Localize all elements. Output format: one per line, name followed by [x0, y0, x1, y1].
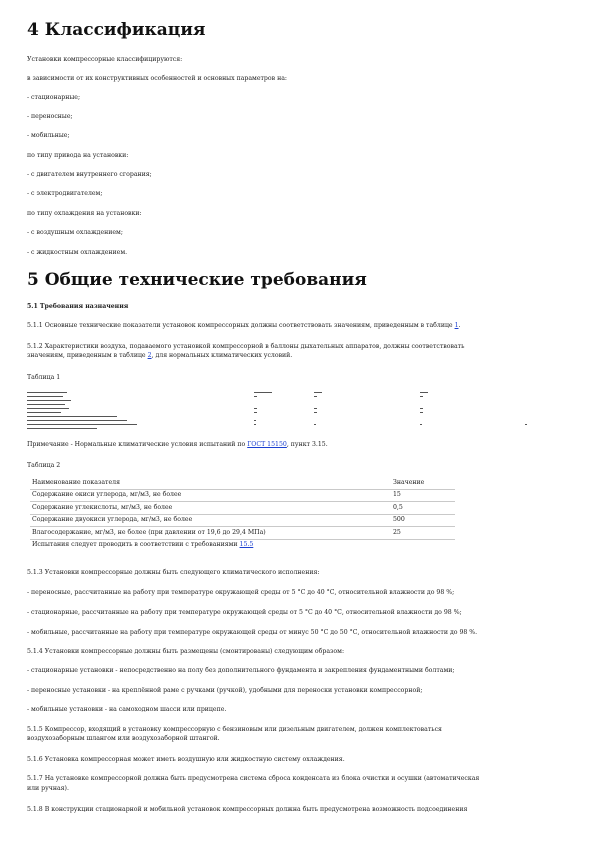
table-1-rule [27, 404, 65, 405]
para-5-1-6: 5.1.6 Установка компрессорная может иметь воздушную или жидкостную систему охлаждения. [27, 756, 345, 763]
para-5-1-5-line-2: воздухозаборным шлангом или воздухозаборной штангой. [27, 735, 220, 742]
table-cell: Влагосодержание, мг/м3, не более (при давлении от 19,6 до 29,4 МПа) [30, 527, 391, 540]
para-5-1-4: 5.1.4 Установки компрессорные должны быть размещены (смонтированы) следующим образом: [27, 648, 345, 655]
table-1-rule [314, 412, 317, 413]
table-1-rule [314, 424, 316, 425]
table-cell: 500 [391, 514, 455, 527]
table-1-rule [27, 424, 137, 425]
table-1-rule [27, 408, 69, 409]
para-5-1-2-line-2 [27, 351, 292, 360]
table-1-rule [254, 392, 272, 393]
table-1-rule [27, 400, 71, 401]
sec4-line-8: - с электродвигателем; [27, 190, 103, 197]
clause-15-5-link[interactable]: 15.5 [239, 541, 254, 549]
table-footer-cell [30, 539, 455, 551]
section-4-title: 4 Классификация [27, 20, 206, 40]
para-5-1-3: 5.1.3 Установки компрессорные должны быть следующего климатического исполнения: [27, 569, 320, 576]
table-footer-text: Испытания следует проводить в соответствии с требованиями [32, 541, 238, 549]
para-5-1-1: 5.1.1 Основные технические показатели установок компрессорных должны соответствовать значениям, приведенным в таблице 1. [27, 322, 461, 329]
table-1-rule [420, 408, 423, 409]
table-1-label: Таблица 1 [27, 374, 61, 381]
table-1-rule [27, 396, 63, 397]
para-5-1-3-item-2: - стационарные, рассчитанные на работу при температуре окружающей среды от 5 °С до 40 °С, относительной влажности до 98 %; [27, 609, 462, 616]
table-1-rule [254, 408, 257, 409]
sec4-line-10: - с воздушным охлаждением; [27, 229, 123, 236]
para-5-1-7-line-2: или ручная). [27, 785, 69, 792]
table-1-rule [525, 424, 527, 425]
table-1-rule [27, 416, 117, 417]
table-header-row [30, 477, 455, 489]
table-1-note [27, 440, 328, 449]
para-5-1-8: 5.1.8 В конструкции стационарной и мобильной установок компрессорных должна быть предусмотрена возможность подсоединения [27, 806, 468, 813]
section-5-title: 5 Общие технические требования [27, 270, 367, 290]
table-cell: 15 [391, 489, 455, 502]
note-tail: , пункт 3.15. [286, 441, 328, 448]
table-cell: Содержание углекислоты, мг/м3, не более [30, 502, 391, 515]
table-1-rule [420, 412, 423, 413]
para-5-1-4-item-3: - мобильные установки - на самоходном шасси или прицепе. [27, 706, 227, 713]
table-2 [30, 477, 455, 552]
table-cell: Содержание двуокиси углерода, мг/м3, не более [30, 514, 391, 527]
table-row [30, 514, 455, 527]
para-5-1-4-item-2: - переносные установки - на креплённой раме с ручками (ручкой), удобными для переноски установки компрессорной; [27, 687, 423, 694]
table-1-link[interactable]: 1 [454, 322, 459, 329]
table-1-rule [254, 420, 256, 421]
sec4-line-1: Установки компрессорные классифицируются: [27, 56, 183, 63]
para-5-1-2-tail: , для нормальных климатических условий. [151, 352, 293, 359]
para-5-1-2-line-1: 5.1.2 Характеристики воздуха, подаваемого установкой компрессорной в баллоны дыхательных аппаратов, должны соответствовать [27, 343, 465, 350]
table-1-rule [27, 420, 127, 421]
para-5-1-3-item-3: - мобильные, рассчитанные на работу при температуре окружающей среды от минус 50 °С до 50 °С, относительной влажности до 98 %. [27, 629, 478, 636]
sec4-line-3: - стационарные; [27, 94, 81, 101]
table-1-rule [27, 428, 97, 429]
para-5-1-7-line-1: 5.1.7 На установке компрессорной должна быть предусмотрена система сброса конденсата из блока очистки и осушки (автоматическая [27, 775, 480, 782]
note-text: Примечание - Нормальные климатические условия испытаний по [27, 441, 246, 448]
table-cell: Содержание окиси углерода, мг/м3, не более [30, 489, 391, 502]
gost-15150-link[interactable]: ГОСТ 15150 [247, 441, 287, 448]
sec4-line-11: - с жидкостным охлаждением. [27, 249, 128, 256]
table-footer-row [30, 539, 455, 551]
table-1-rule [314, 396, 317, 397]
para-5-1-3-item-1: - переносные, рассчитанные на работу при температуре окружающей среды от 5 °С до 40 °С, относительной влажности до 98 %; [27, 589, 455, 596]
table-1-rule [314, 392, 322, 393]
table-1-rule [27, 412, 61, 413]
para-5-1-4-item-1: - стационарные установки - непосредственно на полу без дополнительного фундамента и закрепления фундаментными болтами; [27, 667, 455, 674]
table-2-link[interactable]: 2 [147, 352, 152, 359]
table-row [30, 502, 455, 515]
table-1-rule [254, 396, 257, 397]
table-header-cell: Значение [391, 477, 455, 489]
sec4-line-9: по типу охлаждения на установки: [27, 210, 142, 217]
table-cell: 25 [391, 527, 455, 540]
table-1 [27, 392, 572, 432]
sec4-line-7: - с двигателем внутреннего сгорания; [27, 171, 152, 178]
subsection-5-1: 5.1 Требования назначения [27, 303, 129, 310]
sec4-line-2: в зависимости от их конструктивных особенностей и основных параметров на: [27, 75, 287, 82]
para-5-1-1-text: 5.1.1 Основные технические показатели установок компрессорных должны соответствовать значениям, приведенным в таблице [27, 322, 453, 329]
para-5-1-2-text: значениям, приведенным в таблице [27, 352, 146, 359]
table-2-label: Таблица 2 [27, 462, 61, 469]
sec4-line-6: по типу привода на установки: [27, 152, 129, 159]
table-1-rule [420, 392, 428, 393]
table-1-rule [420, 396, 423, 397]
para-5-1-5-line-1: 5.1.5 Компрессор, входящий в установку компрессорную с бензиновым или дизельным двигателем, должен комплектоваться [27, 726, 442, 733]
table-1-rule [254, 424, 256, 425]
table-1-rule [420, 424, 422, 425]
table-row [30, 527, 455, 540]
table-1-rule [314, 408, 317, 409]
sec4-line-5: - мобильные; [27, 132, 70, 139]
table-header-cell: Наименование показателя [30, 477, 391, 489]
table-1-rule [254, 412, 257, 413]
sec4-line-4: - переносные; [27, 113, 73, 120]
table-1-rule [27, 392, 67, 393]
table-row [30, 489, 455, 502]
table-cell: 0,5 [391, 502, 455, 515]
